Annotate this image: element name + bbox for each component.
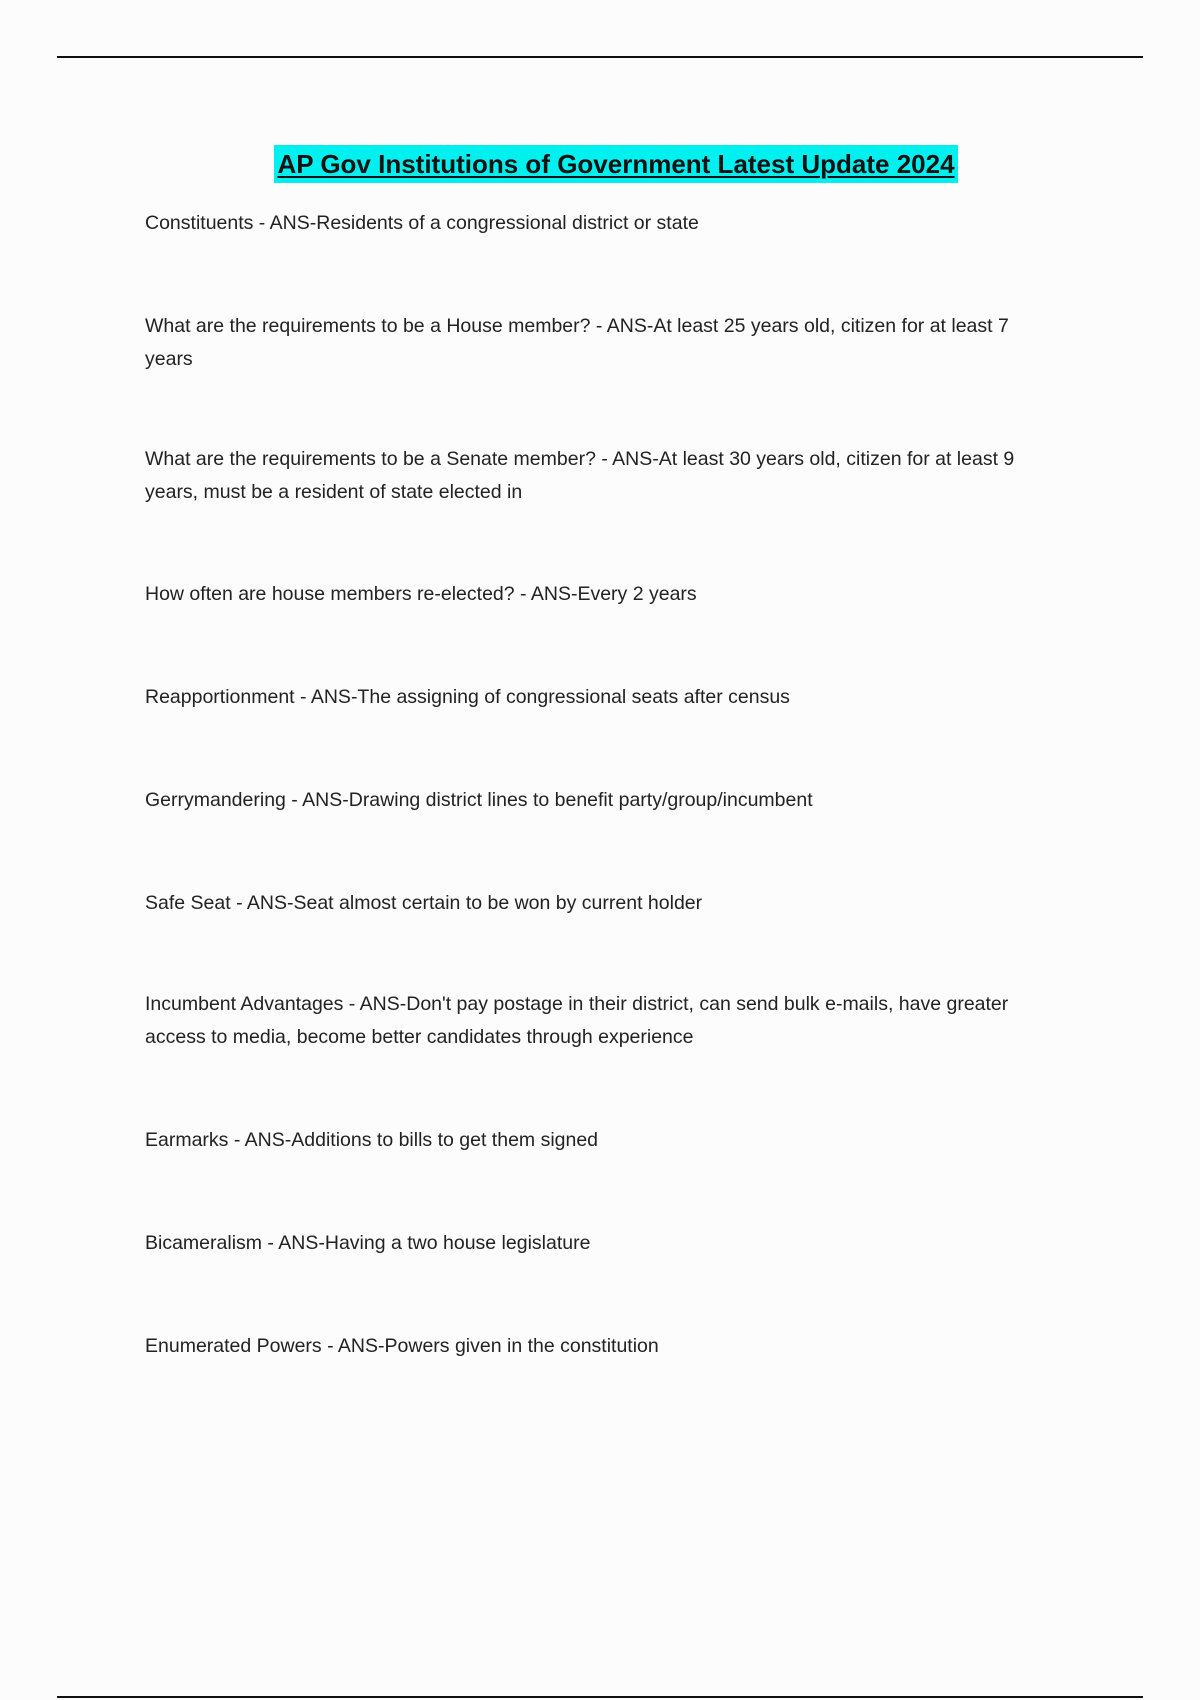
entry-house-reelection: How often are house members re-elected? - ANS-Every 2 years [145,583,697,605]
top-rule [57,56,1143,58]
entry-incumbent-advantages: Incumbent Advantages - ANS-Don't pay postage in their district, can send bulk e-mails, have greater access to media, become better candidates through experience [145,993,1009,1048]
entry-safe-seat: Safe Seat - ANS-Seat almost certain to be won by current holder [145,892,703,914]
entry-senate-requirements: What are the requirements to be a Senate member? - ANS-At least 30 years old, citizen for at least 9 years, must be a resident of state elected in [145,448,1015,503]
bottom-rule [57,1696,1143,1698]
entry-gerrymandering: Gerrymandering - ANS-Drawing district lines to benefit party/group/incumbent [145,789,813,811]
entry-bicameralism: Bicameralism - ANS-Having a two house legislature [145,1232,591,1254]
entry-reapportionment: Reapportionment - ANS-The assigning of congressional seats after census [145,686,790,708]
entry-enumerated-powers: Enumerated Powers - ANS-Powers given in the constitution [145,1335,659,1357]
entry-house-requirements: What are the requirements to be a House member? - ANS-At least 25 years old, citizen for at least 7 years [145,315,1009,370]
entry-constituents: Constituents - ANS-Residents of a congressional district or state [145,212,699,234]
title-container [0,145,1200,183]
document-title: AP Gov Institutions of Government Latest Update 2024 [274,145,957,183]
entry-earmarks: Earmarks - ANS-Additions to bills to get them signed [145,1129,599,1151]
